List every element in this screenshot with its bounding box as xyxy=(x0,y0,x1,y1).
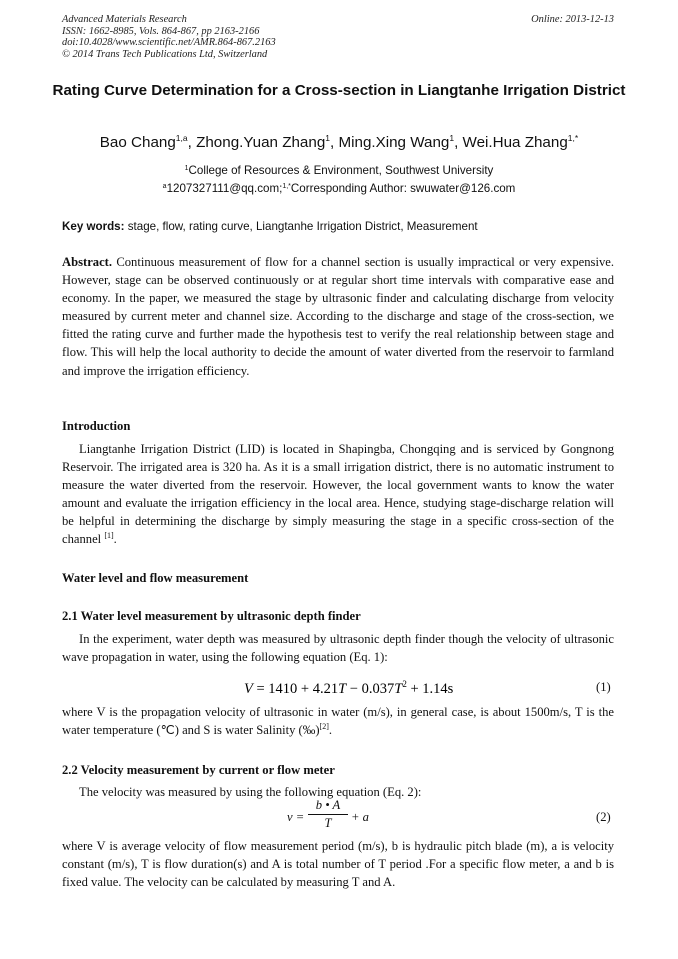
author-name: Bao Chang xyxy=(99,134,176,151)
section-2-2-after: where V is average velocity of flow measurement period (m/s), b is hydraulic pitch blade (m), a is velocity constant (m/s), T is flow duration(s) and A is total number of T period .For a specific flow meter, a and b is fixed value. The velocity can be calculated by measuring T and A. xyxy=(62,839,614,890)
email-text: 1207327111@qq.com; xyxy=(166,182,283,195)
author-sup: 1,a xyxy=(175,133,188,143)
section-2-2-intro: The velocity was measured by using the following equation (Eq. 2): xyxy=(79,785,422,799)
introduction-heading: Introduction xyxy=(62,419,131,433)
introduction-body: Liangtanhe Irrigation District (LID) is located in Shapingba, Chongqing and is serviced by Gongnong Reservoir. The irrigated area is 320 ha. As it is a small irrigation district, there is no automatic instrument to measure the water diverted from the reservoir. However, the local government wants to know the water amount and evaluate the irrigation efficiency in the local area. Hence, studying stage-discharge relation will be helpful in determining the discharge by simply measuring the stage in a specific cross-section of the channel xyxy=(62,442,614,547)
corr-sup: 1,* xyxy=(282,183,291,190)
section-2-1-after-text: where V is the propagation velocity of ultrasonic in water (m/s), in general case, is about 1500m/s, T is the water temperature (℃) and S is water Salinity (‰) xyxy=(62,705,614,738)
issn-line: ISSN: 1662-8985, Vols. 864-867, pp 2163-2166 xyxy=(62,25,260,37)
affiliation xyxy=(40,163,638,178)
equation-2-number: (2) xyxy=(596,810,611,824)
equation-2-denominator: T xyxy=(324,816,332,830)
journal-header xyxy=(62,14,614,60)
citation-ref: [2] xyxy=(319,722,329,732)
abstract xyxy=(62,253,614,380)
journal-name: Advanced Materials Research xyxy=(62,14,187,25)
section-2-1-intro: In the experiment, water depth was measured by ultrasonic depth finder though the velocity of ultrasonic wave propagation in water, using the following equation (Eq. 1): xyxy=(62,632,614,665)
equation-2-lhs: v = xyxy=(287,810,305,824)
equation-2-numerator: b • A xyxy=(315,798,341,812)
corresponding-author: Corresponding Author: swuwater@126.com xyxy=(290,182,516,195)
equation-1-formula xyxy=(244,677,484,699)
copyright-line: © 2014 Trans Tech Publications Ltd, Switzerland xyxy=(62,48,268,60)
section-2-1-heading: 2.1 Water level measurement by ultrasonic depth finder xyxy=(62,609,361,623)
section-2-2-heading: 2.2 Velocity measurement by current or flow meter xyxy=(62,763,335,777)
author-name: Zhong.Yuan Zhang xyxy=(196,134,326,151)
keywords-label: Key words: xyxy=(62,220,125,233)
keywords xyxy=(62,219,622,234)
online-date: Online: 2013-12-13 xyxy=(531,14,614,25)
author-name: Ming.Xing Wang xyxy=(338,134,450,151)
affiliation-sup: 1 xyxy=(184,165,189,172)
contact-line xyxy=(40,181,638,196)
equation-1-number: (1) xyxy=(596,680,611,694)
introduction-text xyxy=(62,440,614,549)
section-2-heading: Water level and flow measurement xyxy=(62,571,249,585)
equation-1 xyxy=(244,677,484,704)
svg-text:V = 1410 + 4.21T − 0.037T2 + 1: $V = 1410 + 4.21T - 0.037T^2 + 1.14s$ xyxy=(244,679,454,697)
sentence-end: . xyxy=(113,532,117,547)
abstract-text: Continuous measurement of flow for a channel section is usually impractical or very expensive. However, stage can be observed continuously or at regular short time intervals with comparative ease and economy. In the paper, we measured the stage by ultrasonic finder and calculating discharge from velocity measured by current meter and channel size. According to the discharge and stage of the cross-section, we fitted the rating curve and further made the hypothesis test to verify the real relationship between stage and flow. This will help the local authority to decide the amount of water diverted from the reservoir to farmland and improve the irrigation efficiency. xyxy=(62,255,614,378)
author-sup: 1 xyxy=(325,133,331,143)
equation-2-fraction xyxy=(308,798,348,831)
email-sup: a xyxy=(162,183,167,190)
affiliation-text: College of Resources & Environment, Southwest University xyxy=(188,164,494,177)
author-name: Wei.Hua Zhang xyxy=(462,134,568,151)
abstract-label: Abstract. xyxy=(62,255,113,269)
sentence-end: . xyxy=(328,723,333,738)
author-sup: 1 xyxy=(449,133,455,143)
section-2-1-after xyxy=(62,703,614,739)
keywords-text: stage, flow, rating curve, Liangtanhe Irrigation District, Measurement xyxy=(127,220,478,233)
citation-ref: [1] xyxy=(104,531,114,541)
paper-title: Rating Curve Determination for a Cross-section in Liangtanhe Irrigation District xyxy=(52,82,626,99)
doi-line: doi:10.4028/www.scientific.net/AMR.864-867.2163 xyxy=(62,37,276,49)
author-sup: 1,* xyxy=(567,133,579,143)
equation-2-rhs: + a xyxy=(351,810,369,824)
author-list: Bao Chang$^{1,a}$, Zhong.Yuan Zhang$^1$, Ming.Xing Wang$^1$, Wei.Hua Zhang$^{1,*}$ xyxy=(99,133,579,151)
